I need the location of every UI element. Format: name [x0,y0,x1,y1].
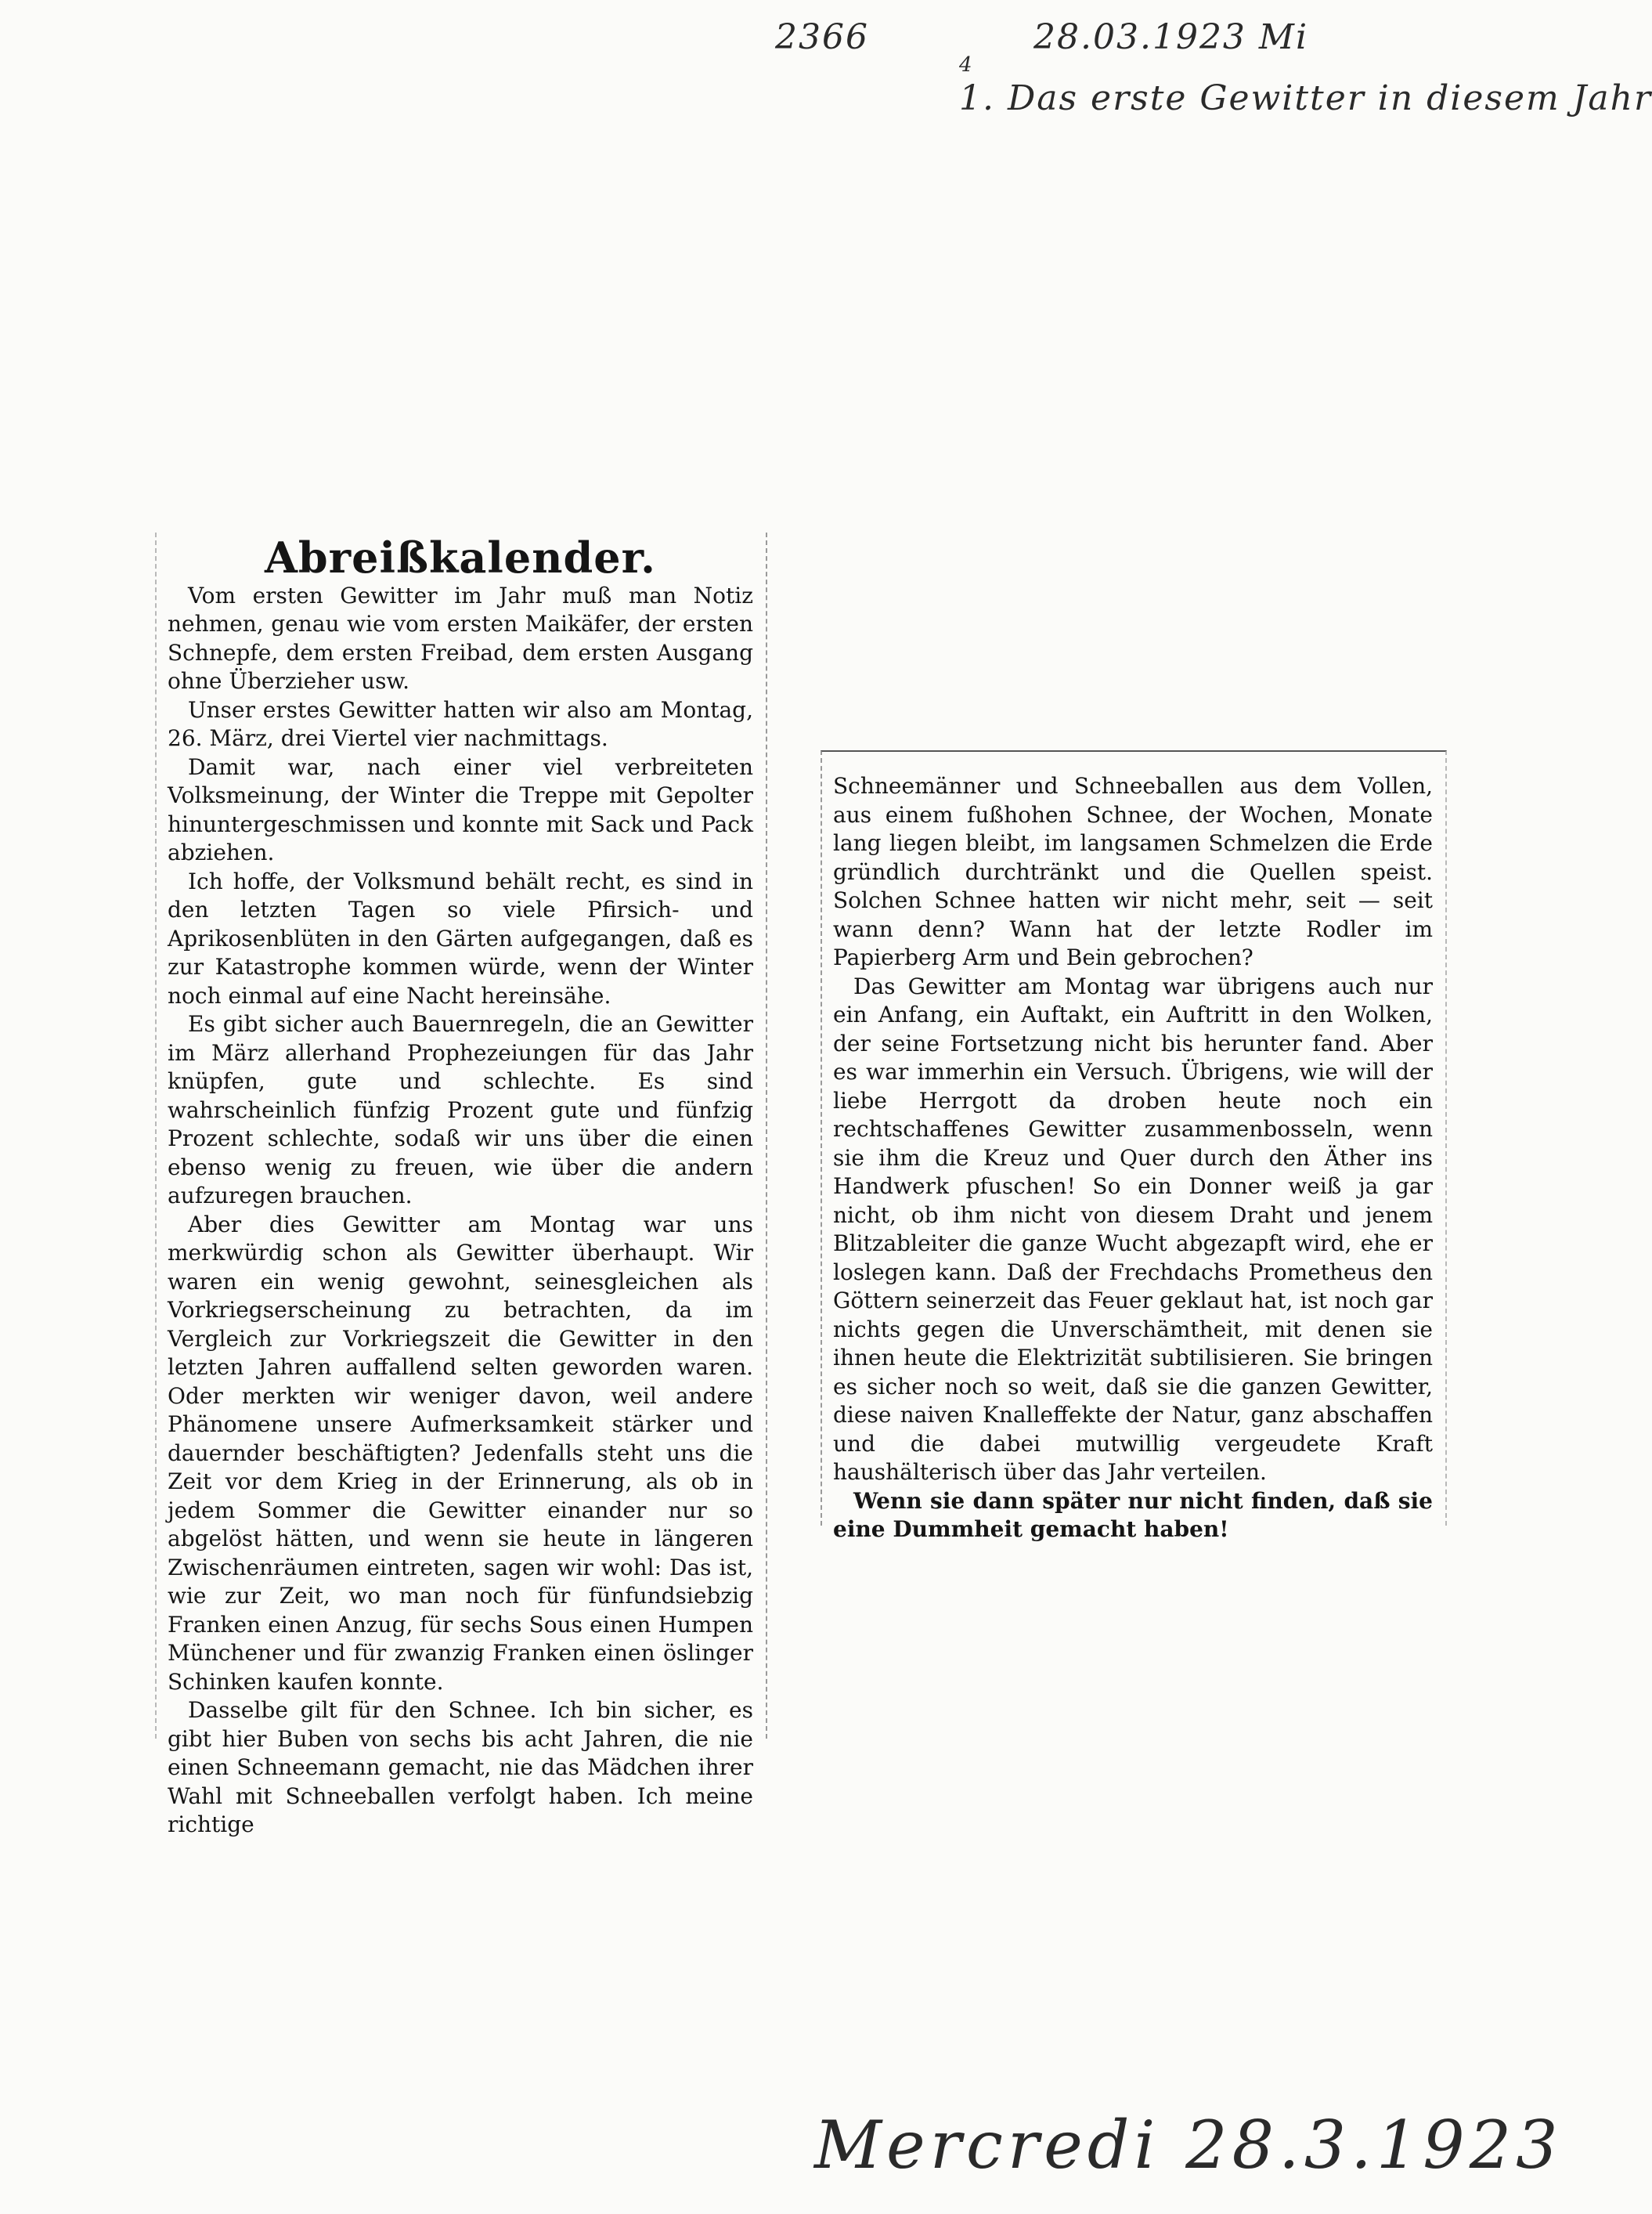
item-index: 4 [959,53,974,77]
clipping-right-column [821,750,1447,1542]
handwritten-date: 28.03.1923 Mi [1033,17,1309,57]
paragraph: Ich hoffe, der Volksmund behält recht, es sind in den letzten Tagen so viele Pfirsich- und Aprikosenblüten in den Gärten aufgegangen, daß es zur Katastrophe kommen würde, wenn der Winter noch einmal auf eine Nacht hereinsähe. [168,868,753,1009]
paragraph: Vom ersten Gewitter im Jahr muß man Notiz nehmen, genau wie vom ersten Maikäfer, der ersten Schnepfe, dem ersten Freibad, dem ersten Ausgang ohne Überzieher usw. [168,582,753,694]
article-title: Abreißkalender. [265,533,656,583]
handwritten-title: 1. Das erste Gewitter in diesem Jahr [959,78,1652,118]
paragraph: Das Gewitter am Montag war übrigens auch nur ein Anfang, ein Auftakt, ein Auftritt in den Wolken, der seine Fortsetzung nicht bis herunter fand. Aber es war immerhin ein Versuch. Übrigens, wie will der liebe Herrgott da droben heute noch ein rechtschaffenes Gewitter zusammenbosseln, wenn sie ihm die Kreuz und Quer durch den Äther ins Handwerk pfuschen! So ein Donner weiß ja gar nicht, ob ihm nicht von diesem Draht und jenem Blitzableiter die ganze Wucht abgezapft wird, ehe er loslegen kann. Daß der Frechdachs Prometheus den Göttern seinerzeit das Feuer geklaut hat, ist noch gar nichts gegen die Unverschämtheit, mit denen sie ihnen heute die Elektrizität subtilisieren. Sie bringen es sicher noch so weit, daß sie die ganzen Gewitter, diese naiven Knalleffekte der Natur, ganz abschaffen und die dabei mutwillig vergeudete Kraft haushälterisch über das Jahr verteilen. [833,973,1433,1485]
handwritten-footer-date: Mercredi 28.3.1923 [814,2107,1563,2183]
paragraph: Dasselbe gilt für den Schnee. Ich bin sicher, es gibt hier Buben von sechs bis acht Jahren, die nie einen Schneemann gemacht, nie das Mädchen ihrer Wahl mit Schneeballen verfolgt haben. Ich meine richtige [168,1697,753,1837]
paragraph: Damit war, nach einer viel verbreiteten Volksmeinung, der Winter die Treppe mit Gepolter hinuntergeschmissen und konnte mit Sack und Pack abziehen. [168,753,753,865]
paragraph: Unser erstes Gewitter hatten wir also am Montag, 26. März, drei Viertel vier nachmittags. [168,696,753,751]
paragraph: Es gibt sicher auch Bauernregeln, die an Gewitter im März allerhand Prophezeiungen für das Jahr knüpfen, gute und schlechte. Es sind wahrscheinlich fünfzig Prozent gute und fünfzig Prozent schlechte, sodaß wir uns über die einen ebenso wenig zu freuen, wie über die andern aufzuregen brauchen. [168,1011,753,1208]
clipping-left-column [155,533,767,1837]
archive-number: 2366 [775,17,869,57]
paragraph: Wenn sie dann später nur nicht finden, daß sie eine Dummheit gemacht haben! [833,1487,1433,1542]
paragraph: Aber dies Gewitter am Montag war uns merkwürdig schon als Gewitter überhaupt. Wir waren ein wenig gewohnt, seinesgleichen als Vorkriegserscheinung zu betrachten, da im Vergleich zur Vorkriegszeit die Gewitter in den letzten Jahren auffallend selten geworden waren. Oder merkten wir weniger davon, weil andere Phänomene unsere Aufmerksamkeit stärker und dauernder beschäftigten? Jedenfalls steht uns die Zeit vor dem Krieg in der Erinnerung, als ob in jedem Sommer die Gewitter einander nur so abgelöst hätten, und wenn sie heute in längeren Zwischenräumen eintreten, sagen wir wohl: Das ist, wie zur Zeit, wo man noch für fünfundsiebzig Franken einen Anzug, für sechs Sous einen Humpen Münchener und für zwanzig Franken einen öslinger Schinken kaufen konnte. [168,1211,753,1695]
paragraph: Schneemänner und Schneeballen aus dem Vollen, aus einem fußhohen Schnee, der Wochen, Monate lang liegen bleibt, im langsamen Schmelzen die Erde gründlich durchtränkt und die Quellen speist. Solchen Schnee hatten wir nicht mehr, seit — seit wann denn? Wann hat der letzte Rodler im Papierberg Arm und Bein gebrochen? [833,773,1433,970]
